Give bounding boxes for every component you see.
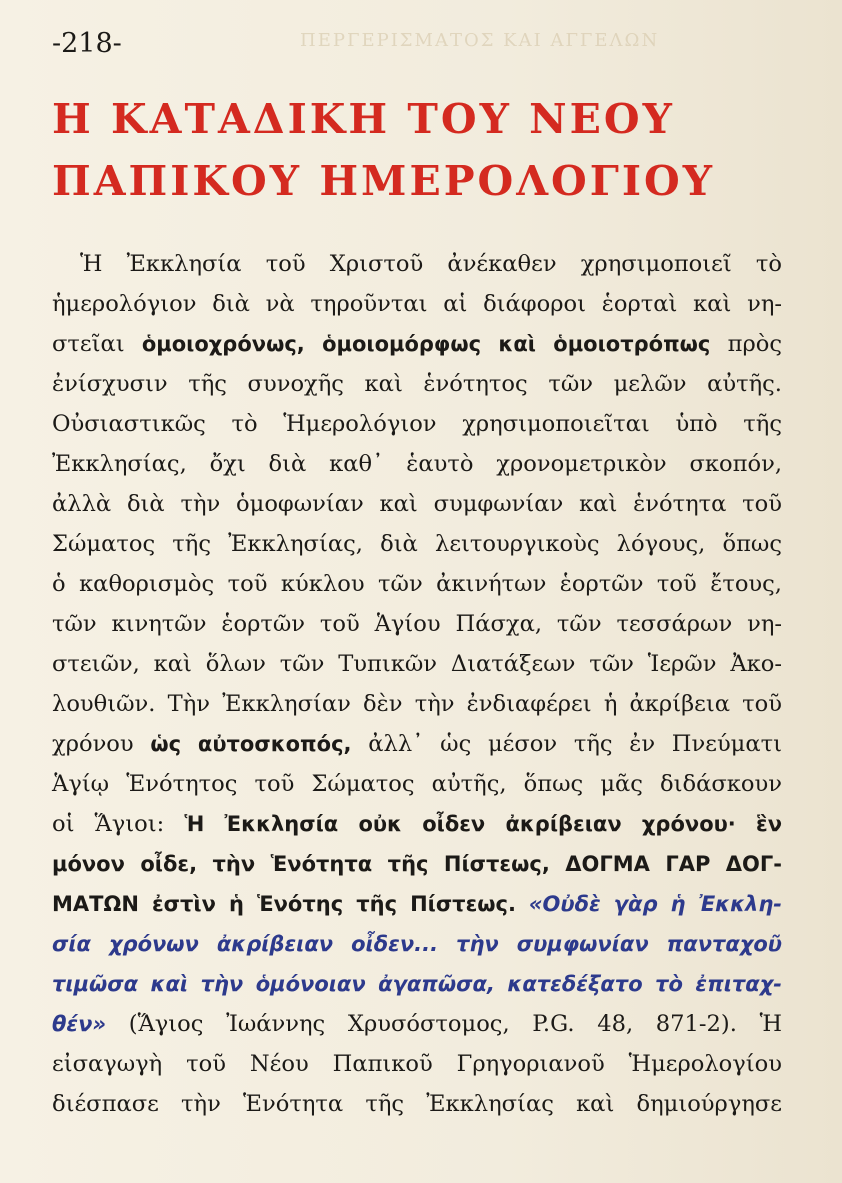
text-run: ἀλλ᾽ ὡς μέσον τῆς ἐν Πνεύματι — [368, 731, 782, 757]
bold-text: ὡς αὐτοσκοπός, — [150, 732, 352, 756]
text-line — [52, 724, 782, 764]
title-line-2: ΠΑΠΙΚΟΥ ΗΜΕΡΟΛΟΓΙΟΥ — [52, 157, 716, 205]
bold-text: ὁμοιοχρόνως, ὁμοιομόρφως καὶ ὁμοιοτρόπως — [141, 332, 711, 356]
text-line: ἡμερολόγιον διὰ νὰ τηροῦνται αἱ διάφοροι ἑορταὶ καὶ νη- — [52, 291, 782, 317]
text-line: τῶν κινητῶν ἑορτῶν τοῦ Ἁγίου Πάσχα, τῶν τεσσάρων νη- — [52, 611, 782, 637]
text-run: (Ἅγιος Ἰωάννης Χρυσόστομος, P.G. 48, 871-2). Ἡ — [128, 1011, 782, 1037]
text-run: οἱ Ἅγιοι: — [52, 811, 165, 837]
text-line — [52, 804, 782, 844]
quote-text-line: σία χρόνων ἀκρίβειαν οἶδεν... τὴν συμφωνίαν πανταχοῦ — [52, 932, 782, 956]
text-line: Ἡ Ἐκκλησία τοῦ Χριστοῦ ἀνέκαθεν χρησιμοποιεῖ τὸ — [80, 251, 782, 277]
bold-text: Ἡ Ἐκκλησία οὐκ οἶδεν ἀκρίβειαν χρόνου· ἓν — [184, 812, 783, 836]
text-line: ἀλλὰ διὰ τὴν ὁμοφωνίαν καὶ συμφωνίαν καὶ ἑνότητα τοῦ — [52, 491, 782, 517]
text-line: ἐνίσχυσιν τῆς συνοχῆς καὶ ἑνότητος τῶν μελῶν αὐτῆς. — [52, 371, 782, 397]
text-line — [52, 324, 782, 364]
page-number: -218- — [52, 28, 122, 59]
text-line — [52, 1004, 782, 1044]
text-line: Οὐσιαστικῶς τὸ Ἡμερολόγιον χρησιμοποιεῖται ὑπὸ τῆς — [52, 411, 782, 437]
text-line: Σώματος τῆς Ἐκκλησίας, διὰ λειτουργικοὺς λόγους, ὅπως — [52, 531, 782, 557]
text-line: διέσπασε τὴν Ἑνότητα τῆς Ἐκκλησίας καὶ δημιούργησε — [52, 1091, 782, 1117]
text-line: Ἐκκλησίας, ὄχι διὰ καθ᾽ ἑαυτὸ χρονομετρικὸν σκοπόν, — [52, 451, 782, 477]
text-line: στειῶν, καὶ ὅλων τῶν Τυπικῶν Διατάξεων τῶν Ἱερῶν Ἀκο- — [52, 651, 782, 677]
text-run: στεῖαι — [52, 331, 125, 357]
running-head: ΠΕΡΓΕΡΙΣΜΑΤΟΣ ΚΑΙ ΑΓΓΕΛΩΝ — [300, 30, 660, 51]
quote-text: θέν» — [52, 1012, 107, 1036]
text-line: Ἁγίῳ Ἑνότητος τοῦ Σώματος αὐτῆς, ὅπως μᾶς διδάσκουν — [52, 771, 782, 797]
text-line — [52, 884, 782, 924]
title-line-1: Η ΚΑΤΑΔΙΚΗ ΤΟΥ ΝΕΟΥ — [52, 95, 675, 143]
text-run: χρόνου — [52, 731, 134, 757]
text-line: λουθιῶν. Τὴν Ἐκκλησίαν δὲν τὴν ἐνδιαφέρει ἡ ἀκρίβεια τοῦ — [52, 691, 782, 717]
bold-text-line: μόνον οἶδε, τὴν Ἑνότητα τῆς Πίστεως, ΔΟΓΜΑ ΓΑΡ ΔΟΓ- — [52, 852, 782, 876]
quote-text: «Οὐδὲ γὰρ ἡ Ἐκκλη- — [528, 892, 782, 916]
text-run: πρὸς — [727, 331, 783, 357]
text-line: εἰσαγωγὴ τοῦ Νέου Παπικοῦ Γρηγοριανοῦ Ἡμερολογίου — [52, 1051, 782, 1077]
quote-text-line: τιμῶσα καὶ τὴν ὁμόνοιαν ἀγαπῶσα, κατεδέξατο τὸ ἐπιταχ- — [52, 972, 782, 996]
text-line: ὁ καθορισμὸς τοῦ κύκλου τῶν ἀκινήτων ἑορτῶν τοῦ ἔτους, — [52, 571, 782, 597]
chapter-title — [52, 88, 782, 212]
bold-text: ΜΑΤΩΝ ἐστὶν ἡ Ἑνότης τῆς Πίστεως. — [52, 892, 516, 916]
body-text — [52, 244, 782, 1124]
